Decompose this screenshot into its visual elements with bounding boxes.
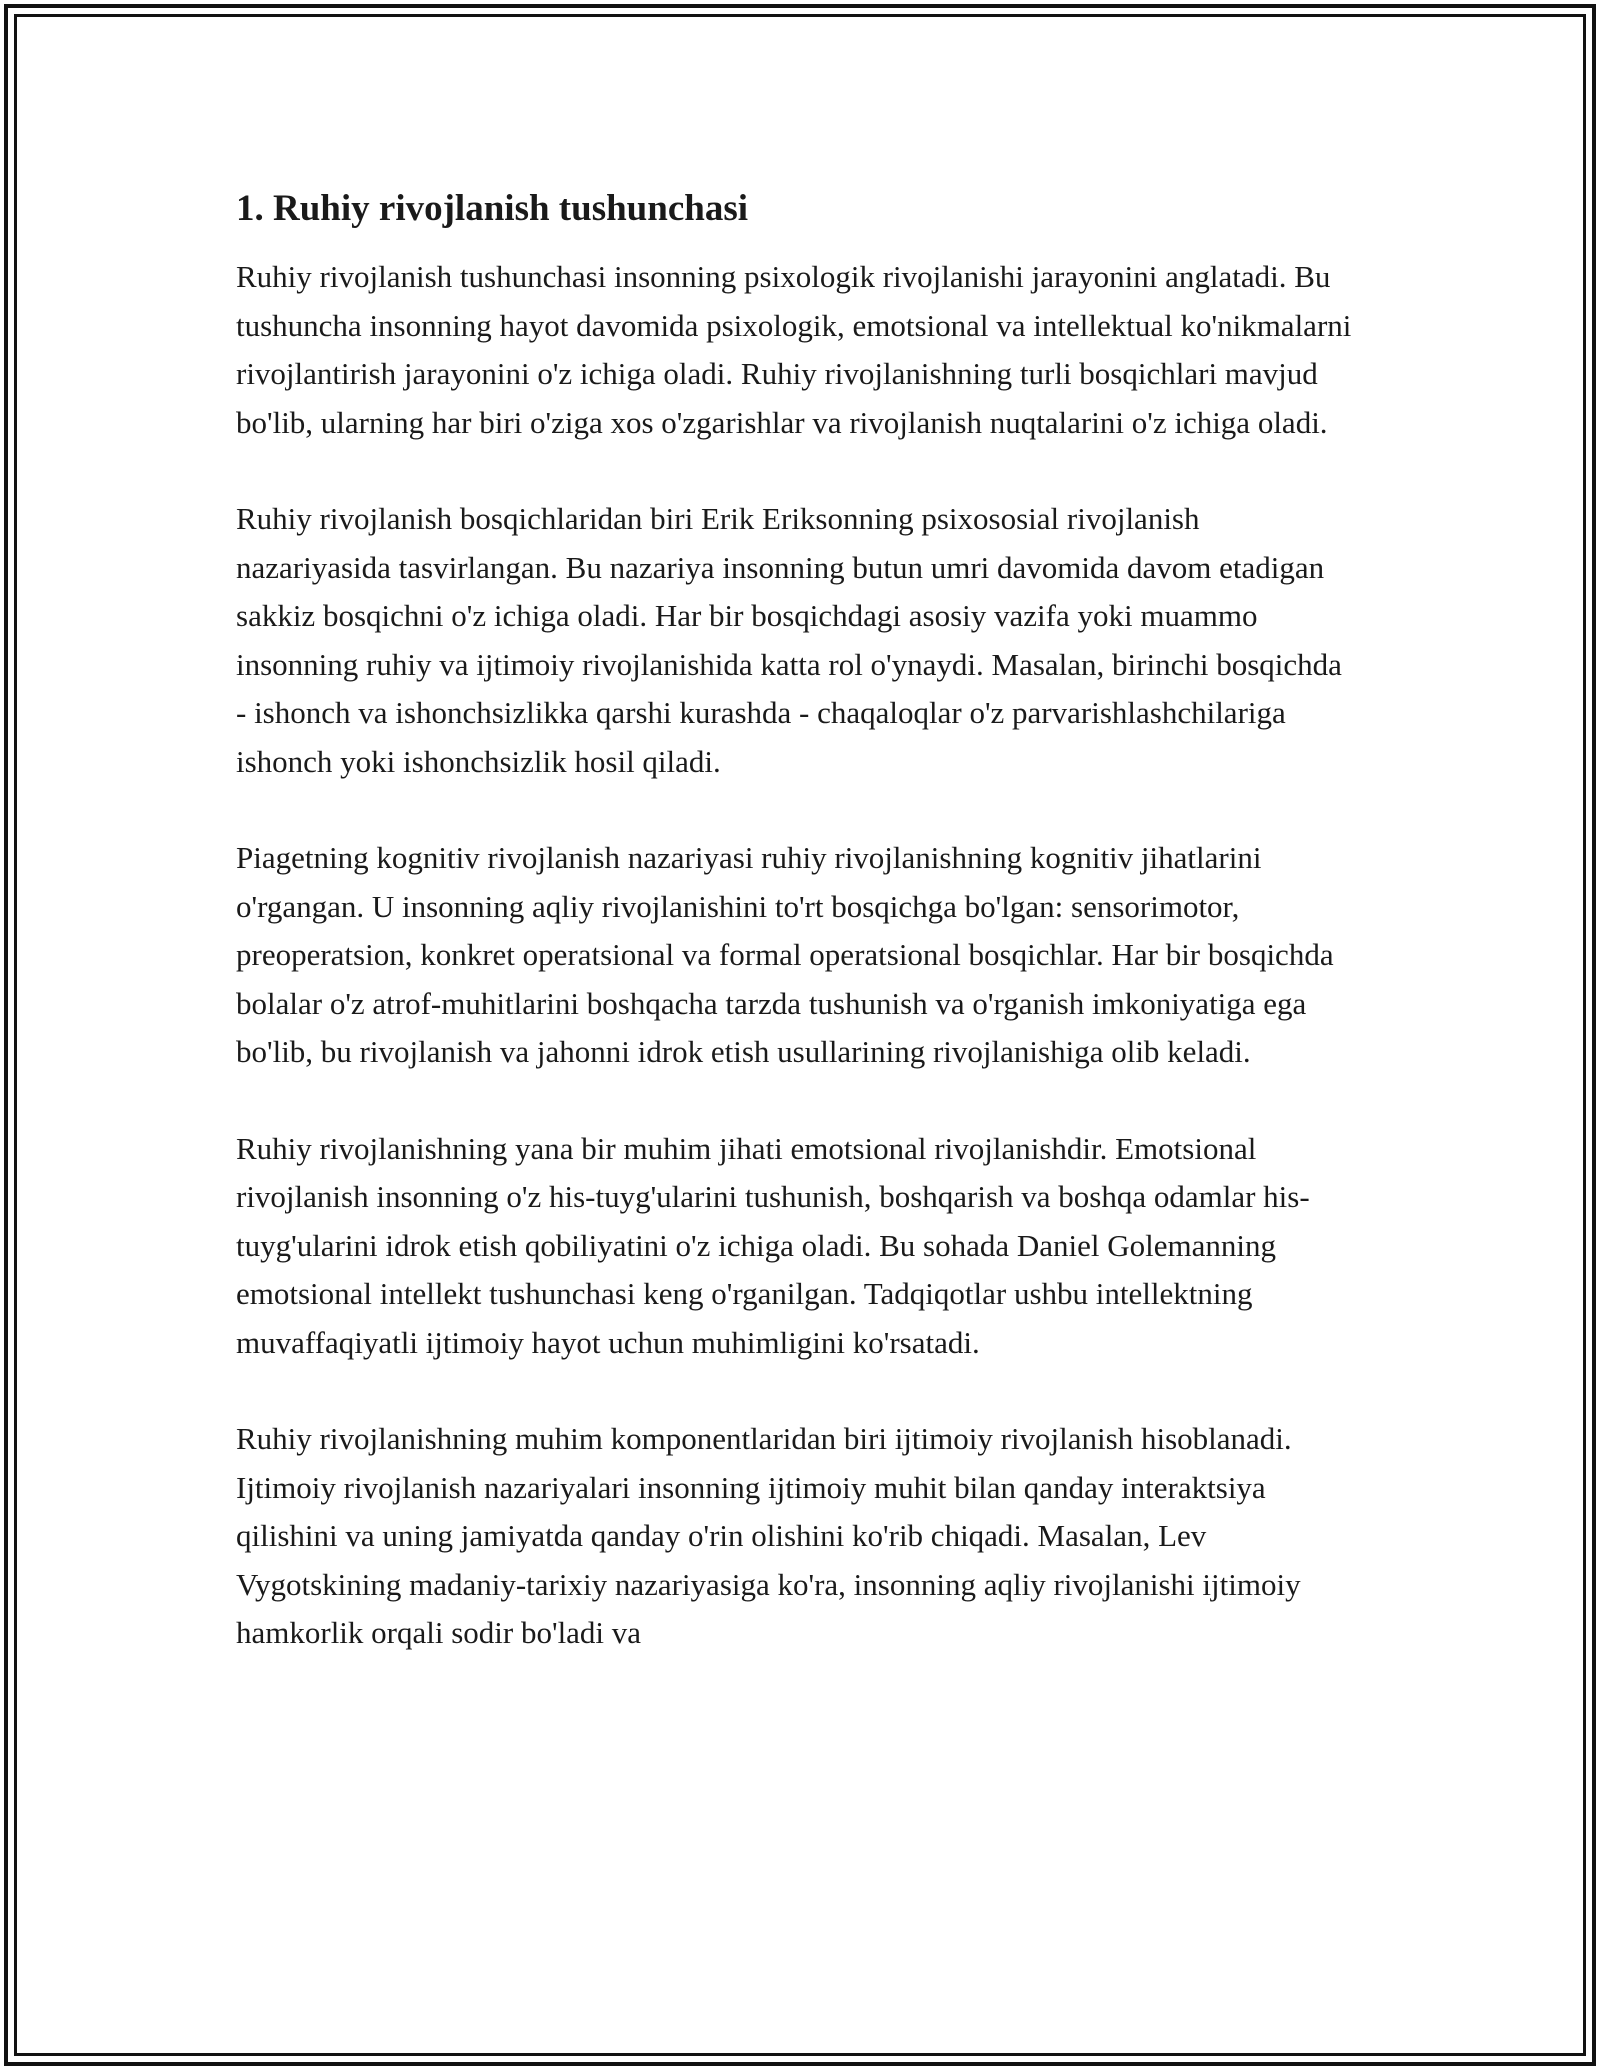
document-body [236,185,1356,1706]
section-heading: 1. Ruhiy rivojlanish tushunchasi [236,188,749,229]
paragraph-3: Piagetning kognitiv rivojlanish nazariyasi ruhiy rivojlanishning kognitiv jihatlarini o'rgangan. U insonning aqliy rivojlanishini to'rt bosqichga bo'lgan: sensorimotor, preoperatsion, konkret operatsional va formal operatsional bosqichlar. Har bir bosqichda bolalar o'z atrof-muhitlarini boshqacha tarzda tushunish va o'rganish imkoniyatiga ega bo'lib, bu rivojlanish va jahonni idrok etish usullarining rivojlanishiga olib keladi. [236,840,1334,1069]
paragraph-2: Ruhiy rivojlanish bosqichlaridan biri Erik Eriksonning psixososial rivojlanish nazariyasida tasvirlangan. Bu nazariya insonning butun umri davomida davom etadigan sakkiz bosqichni o'z ichiga oladi. Har bir bosqichdagi asosiy vazifa yoki muammo insonning ruhiy va ijtimoiy rivojlanishida katta rol o'ynaydi. Masalan, birinchi bosqichda - ishonch va ishonchsizlikka qarshi kurashda - chaqaloqlar o'z parvarishlashchilariga ishonch yoki ishonchsizlik hosil qiladi. [236,501,1342,779]
paragraph-1: Ruhiy rivojlanish tushunchasi insonning psixologik rivojlanishi jarayonini anglatadi. Bu tushuncha insonning hayot davomida psixologik, emotsional va intellektual ko'nikmalarni rivojlantirish jarayonini o'z ichiga oladi. Ruhiy rivojlanishning turli bosqichlari mavjud bo'lib, ularning har biri o'ziga xos o'zgarishlar va rivojlanish nuqtalarini o'z ichiga oladi. [236,259,1352,440]
paragraph-4: Ruhiy rivojlanishning yana bir muhim jihati emotsional rivojlanishdir. Emotsional rivojlanish insonning o'z his-tuyg'ularini tushunish, boshqarish va boshqa odamlar his-tuyg'ularini idrok etish qobiliyatini o'z ichiga oladi. Bu sohada Daniel Golemanning emotsional intellekt tushunchasi keng o'rganilgan. Tadqiqotlar ushbu intellektning muvaffaqiyatli ijtimoiy hayot uchun muhimligini ko'rsatadi. [236,1130,1310,1360]
paragraph-5: Ruhiy rivojlanishning muhim komponentlaridan biri ijtimoiy rivojlanish hisoblanadi. Ijtimoiy rivojlanish nazariyalari insonning ijtimoiy muhit bilan qanday interaktsiya qilishini va uning jamiyatda qanday o'rin olishini ko'rib chiqadi. Masalan, Lev Vygotskining madaniy-tarixiy nazariyasiga ko'ra, insonning aqliy rivojlanishi ijtimoiy hamkorlik orqali sodir bo'ladi va [236,1421,1301,1650]
